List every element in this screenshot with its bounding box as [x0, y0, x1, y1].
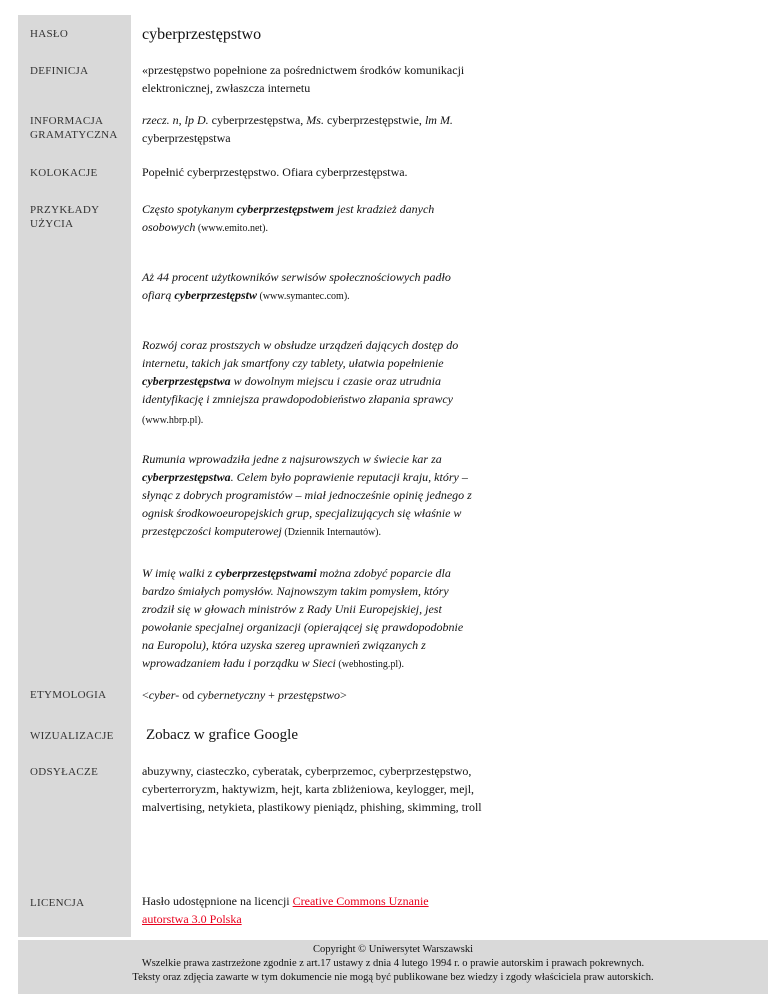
grammar-info: [142, 111, 477, 147]
label-licencja: LICENCJA: [30, 897, 85, 909]
license-link[interactable]: Creative Commons Uznanie autorstwa 3.0 Polska: [142, 894, 429, 926]
grammar-part: Ms.: [306, 113, 324, 127]
footer: [18, 940, 768, 994]
usage-example: [142, 564, 477, 674]
label-kolokacje: KOLOKACJE: [30, 167, 98, 179]
etymology-part: +: [265, 688, 278, 702]
collocations: Popełnić cyberprzestępstwo. Ofiara cyberprzestępstwa.: [142, 165, 408, 179]
grammar-part: cyberprzestępstwa,: [208, 113, 307, 127]
label-odsylacze: ODSYŁACZE: [30, 766, 99, 778]
example-text: . Celem było poprawienie reputacji kraju, który – słynąc z dobrych programistów – miał jednocześnie opinię jednego z ognisk środkowoeuropejskich grup, specjalizujących się właśnie w przestępczości komputerowej: [142, 470, 472, 538]
grammar-part: cyberprzestępstwa: [142, 131, 231, 145]
etymology-part: przestępstwo: [277, 688, 340, 702]
label-line: PRZYKŁADY: [30, 204, 100, 216]
example-headword: cyberprzestępstwem: [236, 202, 334, 216]
footer-copyright: Copyright © Uniwersytet Warszawski: [312, 944, 474, 955]
example-text: Często spotykanym: [142, 202, 237, 216]
grammar-part: rzecz. n, lp D.: [142, 113, 209, 127]
example-source: (Dziennik Internautów).: [281, 527, 382, 538]
label-wizualizacje: WIZUALIZACJE: [30, 730, 114, 742]
label-informacja-gramatyczna: [30, 114, 118, 142]
example-headword: cyberprzestępstwa: [142, 374, 231, 388]
label-etymologia: ETYMOLOGIA: [30, 689, 107, 701]
label-line: INFORMACJA: [30, 115, 104, 127]
example-text: można zdobyć poparcie dla bardzo śmiałych pomysłów. Najnowszym takim pomysłem, który zrodził się w głowach ministrów z Rady Unii Europejskiej, jest powołanie specjalnej organizacji (opierającej się prawdopodobnie na Europolu), która uzyska szereg uprawnień związanych z wprowadzaniem ładu i porządku w Sieci: [142, 566, 464, 670]
license: [142, 892, 477, 928]
example-source: (www.emito.net).: [195, 223, 268, 234]
label-definicja: DEFINICJA: [30, 65, 89, 77]
google-images-link[interactable]: Zobacz w grafice Google: [146, 727, 299, 743]
example-source: (www.symantec.com).: [257, 291, 350, 302]
example-headword: cyberprzestępstwa: [142, 470, 231, 484]
definition: «przestępstwo popełnione za pośrednictwem środków komunikacji elektronicznej, zwłaszcza internetu: [142, 63, 465, 95]
example-text: Rumunia wprowadziła jedne z najsurowszych w świecie kar za: [142, 452, 442, 466]
cross-references: abuzywny, ciasteczko, cyberatak, cyberprzemoc, cyberprzestępstwo, cyberterroryzm, haktywizm, hejt, karta zbliżeniowa, keylogger, mejl, malvertising, netykieta, plastikowy pieniądz, phishing, skimming, troll: [142, 764, 482, 814]
etymology-part: od: [179, 688, 198, 702]
usage-example: [142, 268, 477, 306]
label-line: UŻYCIA: [30, 218, 74, 230]
usage-example: [142, 336, 477, 430]
example-text: jest kradzież danych osobowych: [142, 202, 435, 234]
example-text: Rozwój coraz prostszych w obsłudze urządzeń dających dostęp do internetu, takich jak smartfony czy tablety, ułatwia popełnienie: [142, 338, 459, 370]
label-column: [18, 15, 131, 937]
etymology-part: cyber-: [148, 688, 180, 702]
example-headword: cyberprzestępstwami: [215, 566, 317, 580]
etymology: [142, 686, 477, 704]
example-text: w dowolnym miejscu i czasie oraz utrudnia identyfikację i zmniejsza prawdopodobieństwo złapania sprawcy: [142, 374, 453, 406]
example-text: W imię walki z: [142, 566, 216, 580]
headword: cyberprzestępstwo: [142, 26, 262, 43]
example-text: Aż 44 procent użytkowników serwisów społecznościowych padło ofiarą: [142, 270, 451, 302]
license-text: Hasło udostępnione na licencji: [142, 894, 293, 908]
example-source: (www.hbrp.pl).: [142, 415, 204, 426]
example-source: (webhosting.pl).: [335, 659, 404, 670]
grammar-part: cyberprzestępstwie,: [323, 113, 425, 127]
usage-example: [142, 450, 477, 542]
usage-example: [142, 200, 477, 238]
etymology-part: cybernetyczny: [197, 688, 266, 702]
label-line: GRAMATYCZNA: [30, 129, 118, 141]
etymology-part: >: [339, 688, 347, 702]
footer-notice: Teksty oraz zdjęcia zawarte w tym dokumencie nie mogą być publikowane bez wiedzy i zgody właściciela praw autorskich.: [132, 972, 654, 983]
label-haslo: HASŁO: [30, 28, 69, 40]
grammar-part: lm M.: [424, 113, 453, 127]
footer-rights: Wszelkie prawa zastrzeżone zgodnie z art.17 ustawy z dnia 4 lutego 1994 r. o prawie autorskim i prawach pokrewnych.: [141, 958, 645, 969]
example-headword: cyberprzestępstw: [174, 288, 257, 302]
label-przyklady-uzycia: [30, 203, 99, 231]
etymology-part: <: [142, 688, 149, 702]
